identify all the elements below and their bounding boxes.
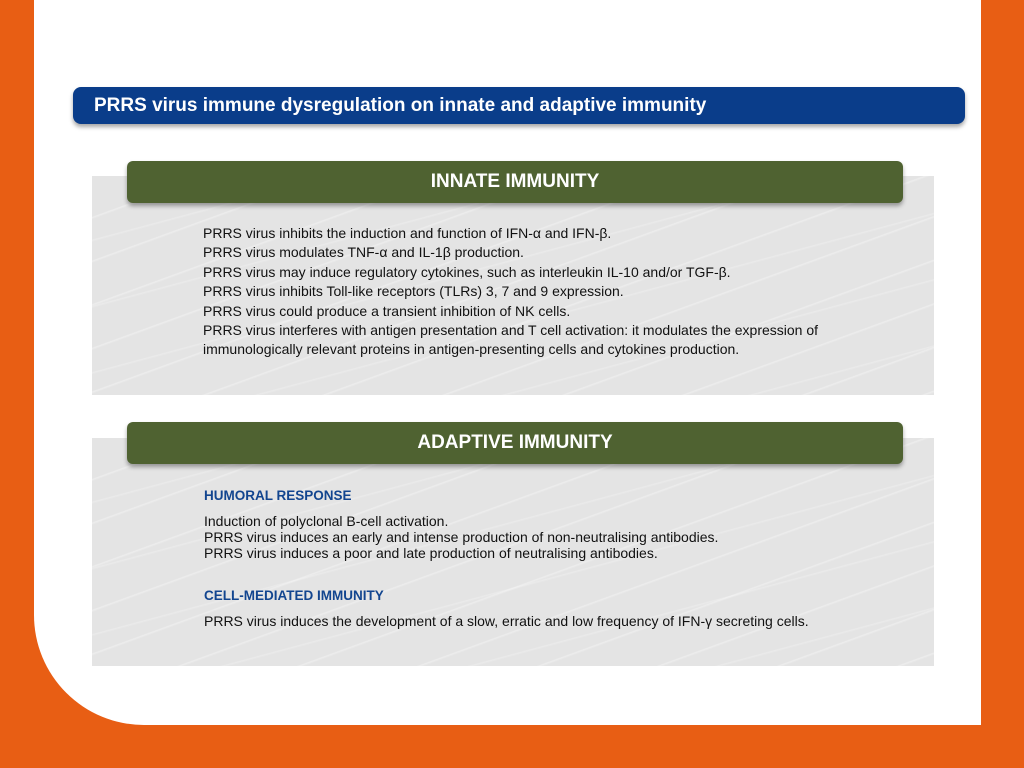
list-item: PRRS virus interferes with antigen presentation and T cell activation: it modulates the expression of immunologically relevant proteins in antigen-presenting cells and cytokines production. [203,322,819,358]
list-item: PRRS virus induces a poor and late production of neutralising antibodies. [204,545,658,561]
humoral-response-list [204,513,844,561]
cell-mediated-immunity-heading: CELL-MEDIATED IMMUNITY [204,588,384,603]
slide-title: PRRS virus immune dysregulation on innate and adaptive immunity [73,87,965,124]
list-item: PRRS virus inhibits the induction and function of IFN-α and IFN-β. [203,225,612,241]
list-item: PRRS virus could produce a transient inhibition of NK cells. [203,302,571,319]
humoral-response-heading: HUMORAL RESPONSE [204,488,352,503]
adaptive-immunity-header: ADAPTIVE IMMUNITY [127,422,903,464]
list-item: PRRS virus induces an early and intense production of non-neutralising antibodies. [204,529,719,545]
list-item: PRRS virus induces the development of a slow, erratic and low frequency of IFN-γ secreting cells. [204,613,809,629]
list-item: PRRS virus may induce regulatory cytokines, such as interleukin IL-10 and/or TGF-β. [203,263,731,280]
innate-immunity-list [203,224,843,360]
list-item: PRRS virus inhibits Toll-like receptors (TLRs) 3, 7 and 9 expression. [203,283,624,300]
cell-mediated-immunity-list [204,613,824,629]
list-item: PRRS virus modulates TNF-α and IL-1β production. [203,244,524,261]
list-item: Induction of polyclonal B-cell activation. [204,513,449,529]
innate-immunity-header: INNATE IMMUNITY [127,161,903,203]
